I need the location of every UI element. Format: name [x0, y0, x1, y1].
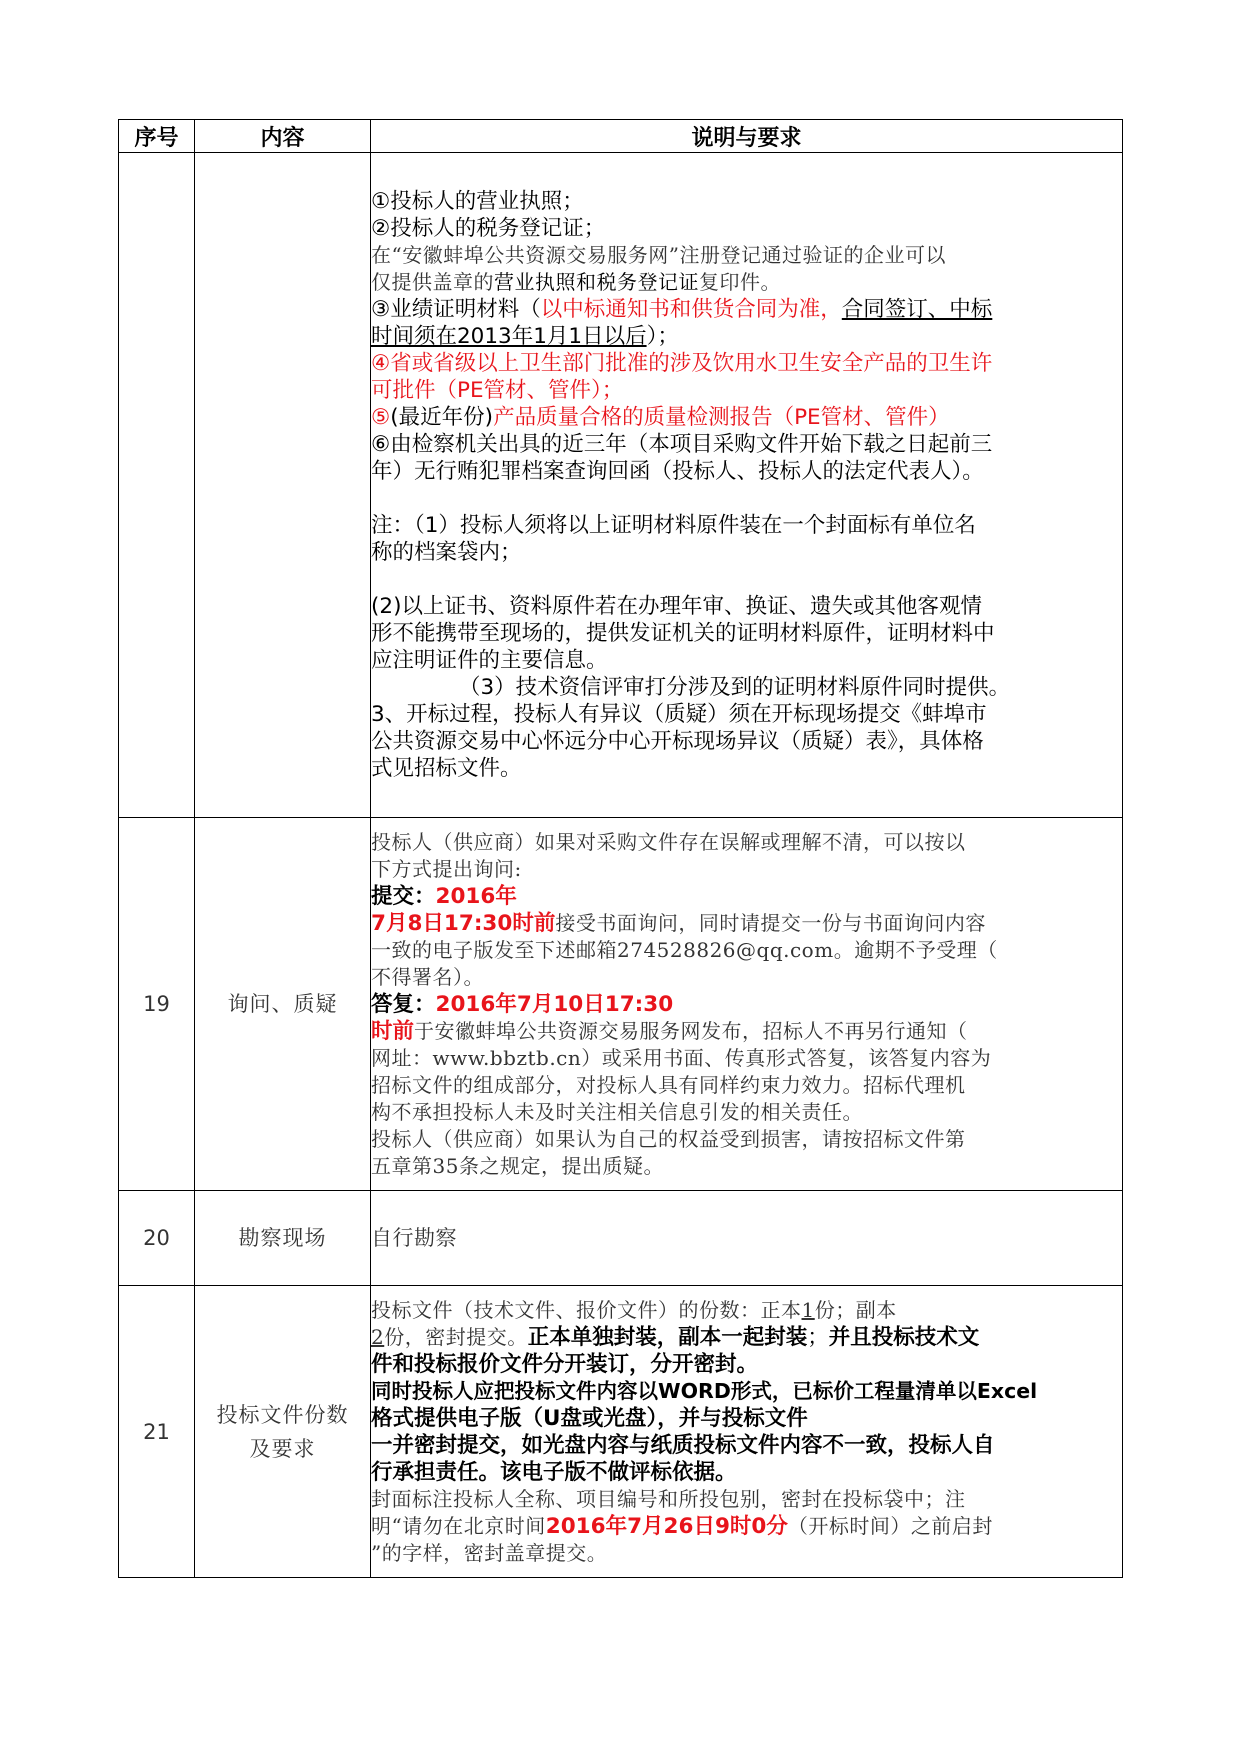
row-num: 19 — [119, 818, 195, 1191]
desc-line: 封面标注投标人全称、项目编号和所投包别，密封在投标袋中；注 — [371, 1486, 966, 1511]
text-span: 份；副本 — [814, 1297, 897, 1322]
table-row-20 — [119, 1191, 1123, 1286]
desc-line — [371, 883, 1122, 910]
desc-line: ”的字样，密封盖章提交。 — [371, 1540, 608, 1565]
desc-line: ②投标人的税务登记证； — [371, 216, 606, 241]
text-span: 正本单独封装，副本一起封装 — [527, 1324, 808, 1350]
text-span: 2016年7月26日9时0分 — [545, 1513, 788, 1539]
desc-line: 公共资源交易中心怀远分中心开标现场异议（质疑）表》，具体格 — [371, 729, 984, 754]
desc-line: 招标文件的组成部分，对投标人具有同样约束力效力。招标代理机 — [371, 1072, 966, 1097]
row-desc — [371, 1191, 1123, 1286]
text-span: 于安徽蚌埠公共资源交易服务网发布，招标人不再另行通知（ — [414, 1018, 968, 1043]
desc-line: ⑥由检察机关出具的近三年（本项目采购文件开始下载之日起前三 — [371, 432, 993, 457]
desc-line: 格式提供电子版（U盘或光盘），并与投标文件 — [371, 1405, 808, 1431]
desc-line: 下方式提出询问: — [371, 856, 522, 881]
text-span: 合同签订、中标 — [841, 297, 993, 322]
text-span: 答复： — [371, 991, 436, 1017]
text-span: 仅提供盖章的 — [371, 270, 494, 294]
desc-line: 构不承担投标人未及时关注相关信息引发的相关责任。 — [371, 1099, 863, 1124]
desc-line — [371, 1513, 1122, 1540]
desc-line: 形不能携带至现场的，提供发证机关的证明材料原件，证明材料中 — [371, 621, 995, 646]
row-item: 询问、质疑 — [195, 818, 371, 1191]
desc-line: 一致的电子版发至下述邮箱274528826@qq.com。逾期不予受理（ — [371, 937, 998, 962]
table-row-21 — [119, 1286, 1123, 1578]
text-span: 份，密封提交。 — [384, 1324, 528, 1349]
text-span: 明“请勿在北京时间 — [371, 1513, 546, 1538]
text-span: 产品质量合格的质量检测报告（PE管材、管件） — [493, 405, 950, 430]
text-span: 提交： — [371, 883, 436, 909]
desc-line — [371, 1297, 1122, 1324]
text-span: ③业绩证明材料（ — [371, 297, 541, 322]
desc-line: (2)以上证书、资料原件若在办理年审、换证、遗失或其他客观情 — [371, 594, 982, 619]
row-num: 21 — [119, 1286, 195, 1578]
row-desc — [371, 818, 1123, 1191]
table-row-continued — [119, 153, 1123, 818]
desc-line: 年）无行贿犯罪档案查询回函（投标人、投标人的法定代表人）。 — [371, 459, 984, 484]
text-span: 并且投标技术文 — [828, 1324, 980, 1350]
desc-line: 式见招标文件。 — [371, 756, 522, 781]
item-line: 投标文件份数 — [216, 1402, 349, 1427]
desc-line: 一并密封提交，如光盘内容与纸质投标文件内容不一致，投标人自 — [371, 1432, 995, 1458]
desc-line: 注：（1）投标人须将以上证明材料原件装在一个封面标有单位名 — [371, 513, 976, 538]
desc-line: （3）技术资信评审打分涉及到的证明材料原件同时提供。 — [459, 675, 1011, 700]
text-span: 以中标通知书和供货合同为准， — [540, 297, 842, 322]
desc-line: 投标人（供应商）如果对采购文件存在误解或理解不清，可以按以 — [371, 829, 966, 854]
desc-line — [371, 323, 1122, 350]
text-span: 2016年7月10日17:30 — [435, 991, 674, 1017]
desc-line — [371, 296, 1122, 323]
text-span: 7月8日17:30时前 — [371, 910, 556, 936]
header-num: 序号 — [119, 120, 195, 153]
desc-line — [371, 269, 1122, 296]
desc-line: 网址：www.bbztb.cn）或采用书面、传真形式答复，该答复内容为 — [371, 1045, 992, 1070]
bid-requirements-table — [118, 119, 1123, 1578]
desc-line — [371, 991, 1122, 1018]
desc-line: 行承担责任。该电子版不做评标依据。 — [371, 1459, 737, 1485]
text-span: 营业执照和税务登记证 — [494, 270, 699, 294]
text-span: （开标时间）之前启封 — [787, 1513, 993, 1538]
desc-line: 可批件（PE管材、管件）； — [371, 378, 624, 403]
desc-line: ④省或省级以上卫生部门批准的涉及饮用水卫生安全产品的卫生许 — [371, 351, 993, 376]
row-num: 20 — [119, 1191, 195, 1286]
desc-line: 不得署名）。 — [371, 964, 484, 989]
desc-line: 称的档案袋内； — [371, 540, 522, 565]
text-span: ）； — [646, 324, 679, 349]
desc-line — [371, 1324, 1122, 1351]
desc-line: 五章第35条之规定，提出质疑。 — [371, 1153, 664, 1178]
item-line: 及要求 — [249, 1436, 316, 1461]
table-header-row — [119, 120, 1123, 153]
desc-line: 在“安徽蚌埠公共资源交易服务网”注册登记通过验证的企业可以 — [371, 243, 946, 267]
header-content: 内容 — [195, 120, 371, 153]
row-num — [119, 153, 195, 818]
text-span: 2016年 — [435, 883, 517, 909]
text-span: 2 — [371, 1324, 385, 1349]
text-span: 接受书面询问，同时请提交一份与书面询问内容 — [555, 910, 986, 935]
desc-line — [371, 1018, 1122, 1045]
desc-line: 件和投标报价文件分开装订，分开密封。 — [371, 1351, 759, 1377]
desc-line: 同时投标人应把投标文件内容以WORD形式，已标价工程量清单以Excel — [371, 1378, 1038, 1403]
table-row-19 — [119, 818, 1123, 1191]
text-span: ⑤ — [371, 405, 391, 430]
row-desc — [371, 153, 1123, 818]
desc-line: ①投标人的营业执照； — [371, 189, 584, 214]
row-item: 勘察现场 — [195, 1191, 371, 1286]
row-item — [195, 1286, 371, 1578]
desc-line: 投标人（供应商）如果认为自己的权益受到损害，请按招标文件第 — [371, 1126, 966, 1151]
text-span: (最近年份) — [390, 405, 494, 430]
text-span: ； — [807, 1324, 829, 1350]
text-span: 1 — [801, 1297, 815, 1322]
desc-line — [371, 910, 1122, 937]
text-span: 时间须在2013年1月1日以后 — [371, 324, 647, 349]
desc-line: 3、开标过程，投标人有异议（质疑）须在开标现场提交《蚌埠市 — [371, 702, 987, 727]
row-item — [195, 153, 371, 818]
text-span: 时前 — [371, 1018, 415, 1044]
desc-line: 应注明证件的主要信息。 — [371, 648, 608, 673]
desc-line — [371, 404, 1122, 431]
text-span: 复印件。 — [699, 270, 781, 294]
desc-line: 自行勘察 — [371, 1225, 457, 1250]
row-desc — [371, 1286, 1123, 1578]
header-desc: 说明与要求 — [371, 120, 1123, 153]
text-span: 投标文件（技术文件、报价文件）的份数：正本 — [371, 1297, 802, 1322]
